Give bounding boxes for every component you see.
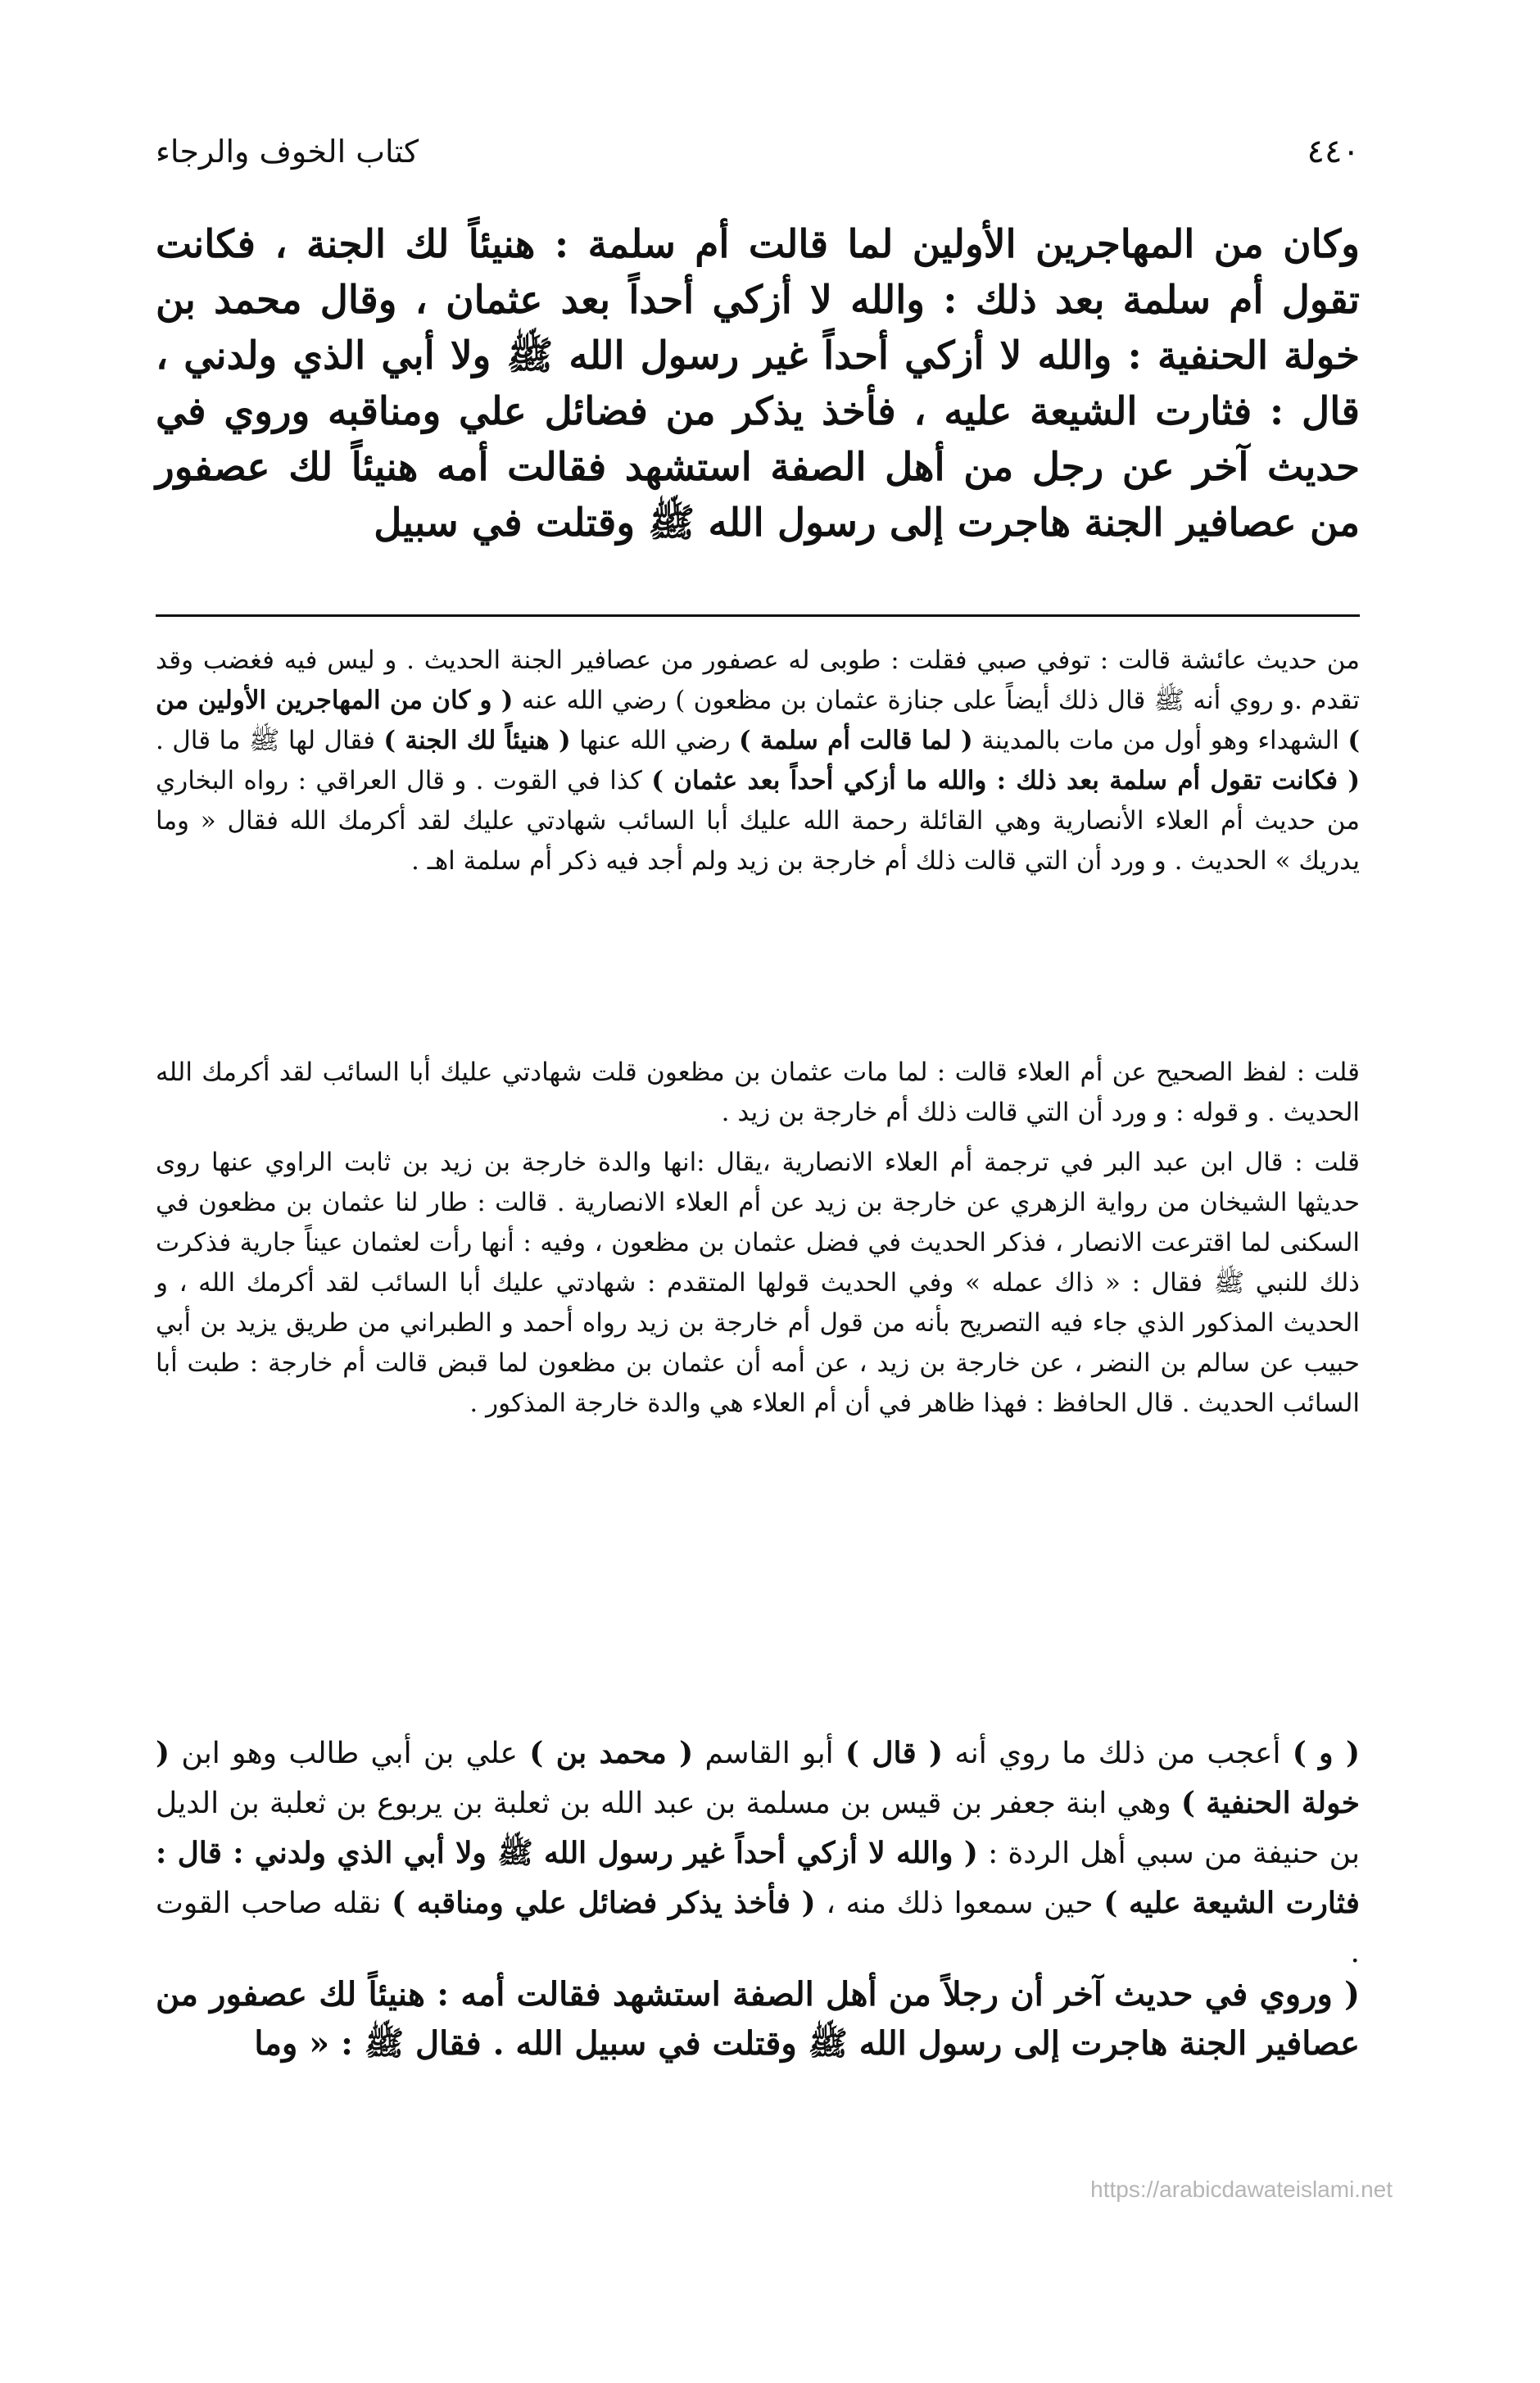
commentary-text: علي بن أبي طالب وهو ابن bbox=[181, 1737, 518, 1770]
commentary-2 bbox=[156, 1970, 1360, 2068]
footnote-1-text: من حديث عائشة قالت : توفي صبي فقلت : طوبى له عصفور من عصافير الجنة الحديث . و ليس فيه فغضب وقد تقدم .و روي أنه ﷺ قال ذلك أيضاً على جنازة عثمان بن مظعون ) رضي الله عنه bbox=[156, 646, 1361, 715]
footnote-1-text: رضي الله عنها bbox=[579, 726, 731, 755]
footnote-3-paragraph: قلت : قال ابن عبد البر في ترجمة أم العلاء الانصارية ،يقال :انها والدة خارجة بن زيد بن ثابت الراوي عنها روى حديثها الشيخان من رواية الزهري عن خارجة بن زيد عن أم العلاء الانصارية . قالت : طار لنا عثمان بن مظعون في السكنى لما اقترعت الانصار ، فذكر الحديث في فضل عثمان بن مظعون ، وفيه : أنها رأت لعثمان عيناً جارية فذكرت ذلك للنبي ﷺ فقال : « ذاك عمله » وفي الحديث قولها المتقدم : شهادتي عليك أبا السائب لقد أكرمك الله ، و الحديث المذكور الذي جاء فيه التصريح بأنه من قول أم خارجة بن زيد رواه أحمد و الطبراني من طريق يزيد بن أبي حبيب عن سالم بن النضر ، عن خارجة بن زيد ، عن أمه أن عثمان بن مظعون لما قبض قالت أم خارجة : طبت أبا السائب الحديث . قال الحافظ : فهذا ظاهر في أن أم العلاء هي والدة خارجة المذكور . bbox=[156, 1148, 1360, 1418]
commentary-text: نقله صاحب القوت . bbox=[156, 1887, 1360, 1969]
footnote-divider bbox=[156, 614, 1360, 617]
footnote-1-paragraph bbox=[156, 641, 1360, 881]
watermark-url: https://arabicdawateislami.net bbox=[1090, 2177, 1393, 2202]
commentary-quote: ( محمد بن ) bbox=[529, 1736, 694, 1770]
footnote-1-text: فقال لها ﷺ ما قال . bbox=[156, 726, 375, 755]
commentary-quote: ( و ) bbox=[1292, 1736, 1360, 1770]
footnote-1-quote: ( و كان من المهاجرين الأولين من ) bbox=[156, 686, 1361, 755]
commentary-quote: ( خولة الحنفية ) bbox=[156, 1736, 1360, 1820]
commentary-text: وهي ابنة جعفر بن قيس بن مسلمة بن عبد الله بن ثعلبة بن يربوع بن ثعلبة بن الديل بن حنيفة من سبي أهل الردة : bbox=[156, 1787, 1360, 1870]
running-title: كتاب الخوف والرجاء bbox=[156, 134, 419, 170]
main-text bbox=[156, 217, 1360, 551]
footnote-1-text: كذا في القوت . و قال العراقي : رواه البخاري من حديث أم العلاء الأنصارية وهي القائلة رحمة الله عليك أبا السائب شهادتي عليك لقد أكرمك الله فقال « وما يدريك » الحديث . و ورد أن التي قالت ذلك أم خارجة بن زيد ولم أجد فيه ذكر أم سلمة اهـ . bbox=[156, 766, 1360, 876]
commentary-1 bbox=[156, 1728, 1360, 1978]
footnote-2 bbox=[156, 1053, 1360, 1133]
page-number: ٤٤٠ bbox=[1307, 133, 1360, 170]
commentary-text: أعجب من ذلك ما روي أنه bbox=[954, 1737, 1281, 1770]
commentary-quote: ( فأخذ يذكر فضائل علي ومناقبه ) bbox=[392, 1886, 816, 1920]
footnote-1-quote: ( هنيئاً لك الجنة ) bbox=[383, 726, 571, 755]
commentary-text: حين سمعوا ذلك منه ، bbox=[826, 1887, 1094, 1920]
main-text-paragraph: وكان من المهاجرين الأولين لما قالت أم سلمة : هنيئاً لك الجنة ، فكانت تقول أم سلمة بعد ذلك : والله لا أزكي أحداً بعد عثمان ، وقال محمد بن خولة الحنفية : والله لا أزكي أحداً غير رسول الله ﷺ ولا أبي الذي ولدني ، قال : فثارت الشيعة عليه ، فأخذ يذكر من فضائل علي ومناقبه وروي في حديث آخر عن رجل من أهل الصفة استشهد فقالت أمه هنيئاً لك عصفور من عصافير الجنة هاجرت إلى رسول الله ﷺ وقتلت في سبيل bbox=[156, 222, 1360, 546]
footnote-1 bbox=[156, 641, 1360, 881]
footnote-3 bbox=[156, 1143, 1360, 1424]
footnote-1-quote: ( فكانت تقول أم سلمة بعد ذلك : والله ما أزكي أحداً بعد عثمان ) bbox=[651, 766, 1360, 795]
commentary-quote: ( قال ) bbox=[845, 1736, 944, 1770]
commentary-text: أبو القاسم bbox=[704, 1737, 834, 1770]
page-header bbox=[156, 123, 1360, 180]
commentary-1-paragraph bbox=[156, 1728, 1360, 1978]
footnote-1-quote: ( لما قالت أم سلمة ) bbox=[739, 726, 973, 755]
footnote-2-paragraph: قلت : لفظ الصحيح عن أم العلاء قالت : لما مات عثمان بن مظعون قلت شهادتي عليك أبا السائب لقد أكرمك الله الحديث . و قوله : و ورد أن التي قالت ذلك أم خارجة بن زيد . bbox=[156, 1058, 1360, 1127]
footnote-1-text: الشهداء وهو أول من مات بالمدينة bbox=[981, 726, 1339, 755]
commentary-2-paragraph: ( وروي في حديث آخر أن رجلاً من أهل الصفة استشهد فقالت أمه : هنيئاً لك عصفور من عصافير الجنة هاجرت إلى رسول الله ﷺ وقتلت في سبيل الله . فقال ﷺ : « وما bbox=[156, 1975, 1360, 2063]
commentary-quote: ( والله لا أزكي أحداً غير رسول الله ﷺ ولا أبي الذي ولدني : قال : فثارت الشيعة عليه ) bbox=[156, 1836, 1360, 1920]
